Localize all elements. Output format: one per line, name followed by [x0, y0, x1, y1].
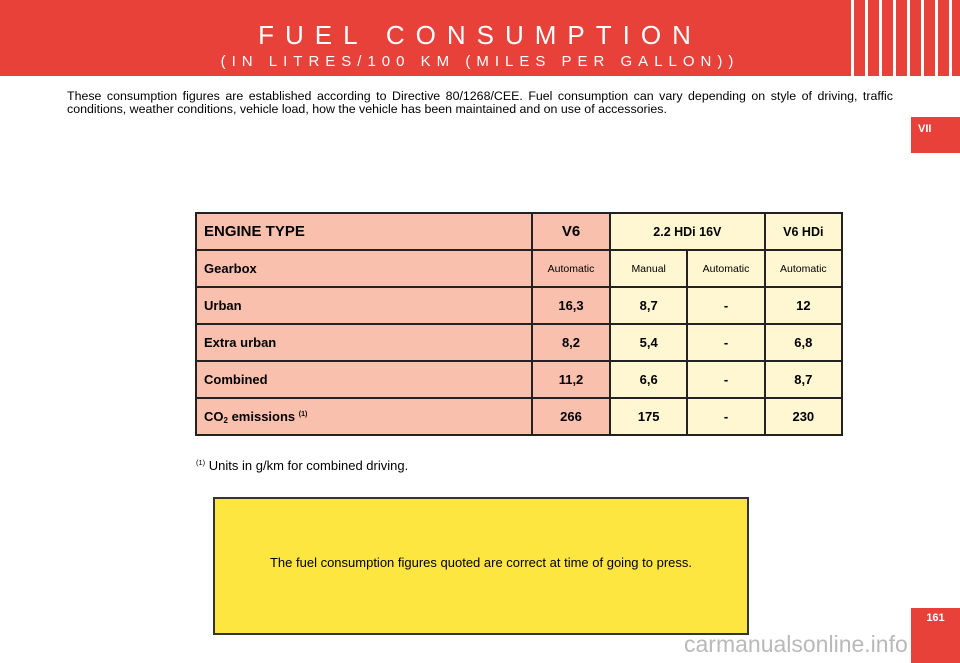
footnote — [196, 458, 408, 473]
table-cell: - — [687, 324, 764, 361]
table-cell: 5,4 — [610, 324, 687, 361]
table-row — [196, 287, 842, 324]
co2-label — [196, 398, 532, 435]
table-cell: Manual — [610, 250, 687, 287]
table-cell: 230 — [765, 398, 842, 435]
table-row — [196, 361, 842, 398]
page-header — [0, 0, 960, 76]
table-header-row — [196, 213, 842, 250]
co2-prefix: CO — [204, 408, 224, 424]
table-cell: - — [687, 398, 764, 435]
table-cell: 8,7 — [765, 361, 842, 398]
table-row — [196, 250, 842, 287]
co2-suffix: emissions — [227, 408, 299, 424]
footnote-marker: (1) — [196, 458, 206, 467]
table-cell: - — [687, 361, 764, 398]
notice-box: The fuel consumption figures quoted are correct at time of going to press. — [213, 497, 749, 635]
table-cell: 6,8 — [765, 324, 842, 361]
gearbox-label: Gearbox — [196, 250, 532, 287]
table-row — [196, 324, 842, 361]
fuel-consumption-table — [195, 212, 843, 436]
footnote-text: Units in g/km for combined driving. — [205, 458, 409, 473]
chapter-tab[interactable]: VII — [911, 117, 960, 153]
watermark: carmanualsonline.info — [684, 631, 908, 657]
co2-footnote-marker: (1) — [298, 410, 308, 418]
table-cell: 266 — [532, 398, 610, 435]
co2-subscript: 2 — [223, 415, 228, 425]
header-stripes-decoration — [851, 0, 960, 76]
table-cell: 12 — [765, 287, 842, 324]
table-cell: 11,2 — [532, 361, 610, 398]
table-cell: Automatic — [687, 250, 764, 287]
table-row — [196, 398, 842, 435]
engine-hdi16v-header: 2.2 HDi 16V — [610, 213, 765, 250]
table-cell: 8,2 — [532, 324, 610, 361]
table-cell: 175 — [610, 398, 687, 435]
table-cell: 8,7 — [610, 287, 687, 324]
engine-type-header: ENGINE TYPE — [196, 213, 532, 250]
table-cell: - — [687, 287, 764, 324]
page-title: FUEL CONSUMPTION — [258, 20, 702, 50]
table-cell: Automatic — [532, 250, 610, 287]
engine-v6hdi-header: V6 HDi — [765, 213, 842, 250]
row-label: Extra urban — [196, 324, 532, 361]
engine-v6-header: V6 — [532, 213, 610, 250]
table-cell: 6,6 — [610, 361, 687, 398]
row-label: Combined — [196, 361, 532, 398]
table-cell: 16,3 — [532, 287, 610, 324]
page-subtitle: (IN LITRES/100 KM (MILES PER GALLON)) — [220, 53, 740, 70]
page-number: 161 — [911, 608, 960, 663]
row-label: Urban — [196, 287, 532, 324]
intro-paragraph: These consumption figures are established according to Directive 80/1268/CEE. Fuel consumption can vary depending on style of driving, traffic conditions, weather conditions, vehicle load, how the vehicle has been maintained and on use of accessories. — [67, 89, 893, 116]
table-cell: Automatic — [765, 250, 842, 287]
